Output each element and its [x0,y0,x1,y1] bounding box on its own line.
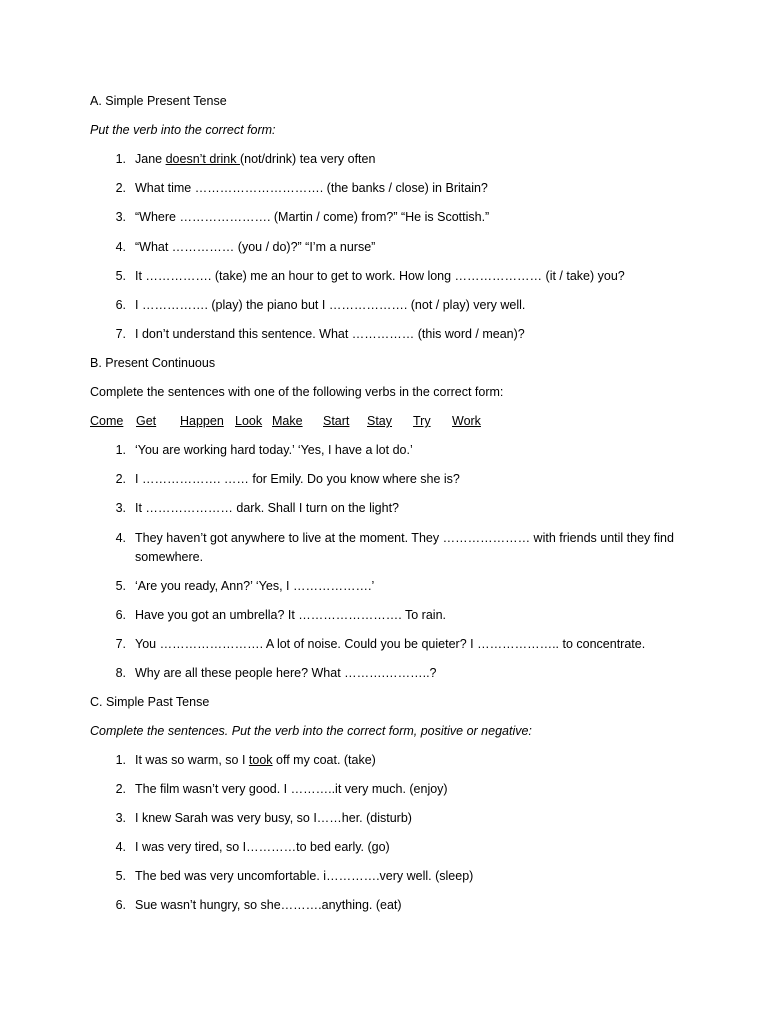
section-c-instruction: Complete the sentences. Put the verb into the correct form, positive or negative: [90,724,532,738]
item-text: They haven’t got anywhere to live at the moment. They ………………… with friends until they find somewhere. [135,531,674,564]
item-number: 7. [115,327,126,341]
item-number: 2. [115,181,126,195]
item-number: 3. [115,501,126,515]
item-text: What time …………………………. (the banks / close) in Britain? [135,181,488,195]
item-text: I don’t understand this sentence. What …………… (this word / mean)? [135,327,525,341]
item-text: I was very tired, so I…………to bed early. (go) [135,840,390,854]
item-number: 1. [115,443,126,457]
item-number: 6. [115,608,126,622]
item-text: Sue wasn’t hungry, so she……….anything. (eat) [135,898,402,912]
verb-word: Look [235,414,263,428]
verb-word: Happen [180,414,224,428]
item-number: 8. [115,666,126,680]
item-number: 5. [115,579,126,593]
item-number: 1. [115,753,126,767]
item-number: 2. [115,782,126,796]
item-number: 4. [115,240,126,254]
example-answer: took [248,753,273,767]
section-b-title: B. Present Continuous [90,356,216,370]
item-text: Jane doesn’t drink (not/drink) tea very often [135,152,376,166]
item-text: “Where …………………. (Martin / come) from?” “He is Scottish.” [135,210,490,224]
item-text: ‘Are you ready, Ann?’ ‘Yes, I ……………….’ [135,579,375,593]
item-text: Have you got an umbrella? It ……………………. To rain. [135,608,446,622]
item-number: 1. [115,152,126,166]
verb-word: Start [323,414,350,428]
item-number: 6. [115,898,126,912]
section-c-title: C. Simple Past Tense [90,695,210,709]
item-text: ‘You are working hard today.’ ‘Yes, I have a lot do.’ [135,443,413,457]
verb-word: Get [136,414,157,428]
item-text: It ……………. (take) me an hour to get to work. How long ………………… (it / take) you? [135,269,625,283]
verb-word: Make [272,414,303,428]
item-number: 4. [115,840,126,854]
section-b-instruction: Complete the sentences with one of the following verbs in the correct form: [90,385,504,399]
item-number: 4. [115,531,126,545]
item-text: I ………………. …… for Emily. Do you know where she is? [135,472,460,486]
section-a-title: A. Simple Present Tense [90,94,227,108]
section-a-instruction: Put the verb into the correct form: [90,123,276,137]
item-number: 5. [115,269,126,283]
item-number: 3. [115,811,126,825]
item-text: The bed was very uncomfortable. i………….very well. (sleep) [135,869,474,883]
item-text: I knew Sarah was very busy, so I……her. (disturb) [135,811,412,825]
item-text: Why are all these people here? What ……….………..? [135,666,437,680]
item-text: It ………………… dark. Shall I turn on the light? [135,501,399,515]
item-text: “What …………… (you / do)?” “I’m a nurse” [135,240,376,254]
example-answer: doesn’t drink [165,152,240,166]
verb-word: Stay [367,414,393,428]
verb-word: Work [452,414,481,428]
verb-word: Come [90,414,124,428]
item-number: 7. [115,637,126,651]
item-text: The film wasn’t very good. I ………..it very much. (enjoy) [135,782,448,796]
item-text: It was so warm, so I took off my coat. (take) [135,753,376,767]
item-number: 6. [115,298,126,312]
item-number: 5. [115,869,126,883]
item-text: I ……………. (play) the piano but I ………………. (not / play) very well. [135,298,526,312]
item-number: 2. [115,472,126,486]
item-number: 3. [115,210,126,224]
item-text: You ……………………. A lot of noise. Could you be quieter? I ……………….. to concentrate. [135,637,646,651]
verb-word: Try [413,414,431,428]
